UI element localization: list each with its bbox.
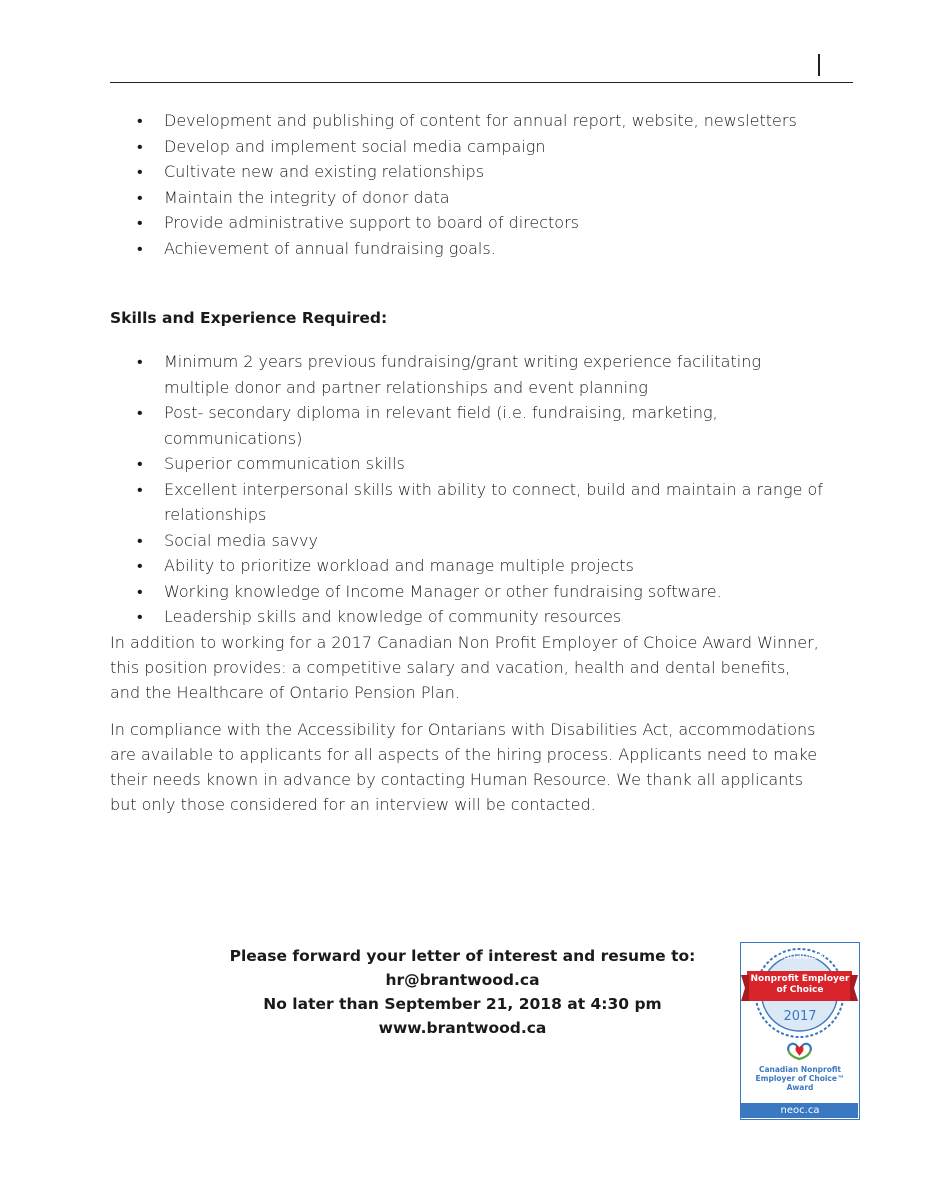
header-rule [110, 82, 853, 83]
list-item: • Cultivate new and existing relationships [110, 159, 830, 185]
bullet-icon: • [137, 111, 143, 130]
list-item: • Minimum 2 years previous fundraising/grant writing experience facilitating multiple donor and partner relationships and event planning [110, 349, 830, 400]
contact-email[interactable]: hr@brantwood.ca [385, 971, 540, 989]
duties-list [110, 108, 830, 261]
bullet-icon: • [137, 136, 143, 156]
bullet-icon: • [137, 403, 143, 422]
bullet-icon: • [137, 238, 143, 258]
list-item: • Maintain the integrity of donor data [110, 185, 830, 211]
list-item: • Leadership skills and knowledge of community resources [110, 604, 830, 630]
list-item: • Working knowledge of Income Manager or other fundraising software. [110, 579, 830, 605]
badge-award-text: Canadian Nonprofit Employer of Choice™ Award [755, 1065, 845, 1092]
bullet-icon: • [137, 187, 143, 207]
list-item: • Superior communication skills [110, 451, 830, 477]
employer-of-choice-badge [740, 942, 860, 1120]
award-logo-icon [788, 1044, 811, 1059]
badge-footer-text: neoc.ca [780, 1105, 820, 1116]
list-item: • Develop and implement social media campaign [110, 134, 830, 160]
bullet-icon: • [137, 454, 143, 473]
bullet-icon: • [137, 479, 143, 499]
list-item: • Social media savvy [110, 528, 830, 554]
application-deadline: No later than September 21, 2018 at 4:30 pm [263, 995, 662, 1013]
list-item: • Development and publishing of content for annual report, website, newsletters [110, 108, 830, 134]
bullet-icon: • [137, 530, 143, 550]
page-number-marker [818, 54, 820, 76]
skills-heading: Skills and Experience Required: [110, 309, 388, 327]
accessibility-paragraph: In compliance with the Accessibility for Ontarians with Disabilities Act, accommodations are available to applicants for all aspects of the hiring process. Applicants need to make their needs known in advance by contacting Human Resource. We thank all applicants but only those considered for an interview will be contacted. [110, 719, 818, 814]
bullet-icon: • [137, 607, 143, 626]
badge-ribbon-text: Nonprofit Employer of Choice [750, 974, 850, 995]
bullet-icon: • [137, 556, 143, 575]
benefits-paragraph: In addition to working for a 2017 Canadian Non Profit Employer of Choice Award Winner, this position provides: a competitive salary and vacation, health and dental benefits, and the Healthcare of Ontario Pension Plan. [110, 632, 819, 702]
bullet-icon: • [137, 213, 143, 232]
website-link[interactable]: www.brantwood.ca [378, 1019, 547, 1037]
contact-block [200, 944, 725, 1040]
list-item: • Provide administrative support to board of directors [110, 210, 830, 236]
bullet-icon: • [137, 581, 143, 601]
bullet-icon: • [137, 162, 143, 181]
list-item: • Ability to prioritize workload and manage multiple projects [110, 553, 830, 579]
badge-year: 2017 [783, 1009, 817, 1024]
document-body [110, 108, 830, 829]
bullet-icon: • [137, 352, 143, 371]
contact-instruction: Please forward your letter of interest and resume to: [229, 947, 696, 965]
skills-list [110, 349, 830, 630]
list-item: • Excellent interpersonal skills with ability to connect, build and maintain a range of relationships [110, 477, 830, 528]
badge-top-label: Canadian [776, 951, 824, 962]
list-item: • Post- secondary diploma in relevant field (i.e. fundraising, marketing, communications) [110, 400, 830, 451]
list-item: • Achievement of annual fundraising goals. [110, 236, 830, 262]
